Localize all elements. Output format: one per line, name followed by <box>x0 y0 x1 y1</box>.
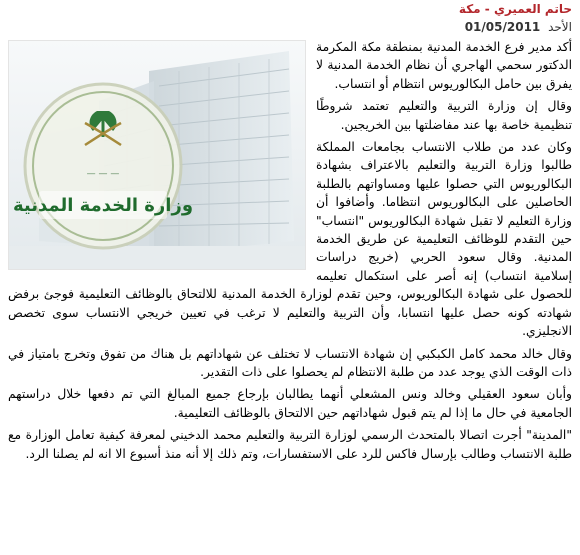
building-illustration <box>9 41 305 269</box>
author-byline: حاتم العميري - مكة <box>458 2 572 16</box>
logo-text: وزارة الخدمة المدنية <box>12 195 194 216</box>
paragraph-6: "المدينة" أجرت اتصالا بالمتحدث الرسمي لوزارة التربية والتعليم محمد الدخيني لمعرفة كيفية تعامل الوزارة مع طلبة الانتساب وطالب بإرسال فاكس للرد على الاستفسارات، وتم ذلك إلا أنه منذ أسبوع الا انه لم يصلنا الرد. <box>8 428 572 461</box>
publish-date: 01/05/2011 <box>464 20 541 34</box>
paragraph-2: وقال إن وزارة التربية والتعليم تعتمد شروطًا تنظيمية خاصة بها عند مفاضلتها بين الخريجين. <box>316 99 572 132</box>
paragraph-3: وكان عدد من طلاب الانتساب بجامعات المملكة طالبوا وزارة التربية والتعليم بالاعتراف بشهادة البكالوريوس التي حصلوا عليها ومساواتهم بالطلبة الحاصلين على البكالوريوس انتظاما. وأضافوا أن وزارة التعليم لا تقبل شهادة البكالوريوس "انتساب" حين التقدم للوظائف التعليمية عن طريق الخدمة المدنية. وقال سعود الحربي (خريج دراسات إسلامية انتساب) إنه أصر على استكمال تعليمه للحصول على شهادة البكالوريوس، وحين تقدم لوزارة الخدمة المدنية للالتحاق بالوظائف التعليمية فوجئ برفض شهادته كونه حصل عليها انتسابا، وأن التربية والتعليم لا ترغب في تعيين خريجي الانتساب سوى تخصص الانجليزي. <box>8 140 572 339</box>
publish-day: الأحد <box>548 20 572 34</box>
svg-text:— — —: — — — <box>86 169 120 179</box>
article-photo <box>8 40 306 270</box>
paragraph-5: وأبان سعود العقيلي وخالد ونس المشعلي أنهما يطالبان بإرجاع جميع المبالغ التي تم دفعها خلال دراستهم الجامعية في حال ما إذا لم يتم قبول شهاداتهم حين الالتحاق بالوظائف التعليمية. <box>8 387 572 420</box>
dateline <box>465 20 572 34</box>
paragraph-4: وقال خالد محمد كامل الكبكبي إن شهادة الانتساب لا تختلف عن شهاداتهم بل هناك من تفوق وتخرج بامتياز في ذات الوقت الذي يوجد عدد من طلبة الانتظام لم يحصلوا على ذات التقدير. <box>8 346 572 379</box>
article-body <box>8 38 572 467</box>
paragraph-1: أكد مدير فرع الخدمة المدنية بمنطقة مكة المكرمة الدكتور سحمي الهاجري أن نظام الخدمة المدنية لا يفرق بين حامل البكالوريوس انتظام أو انتساب. <box>316 40 572 91</box>
